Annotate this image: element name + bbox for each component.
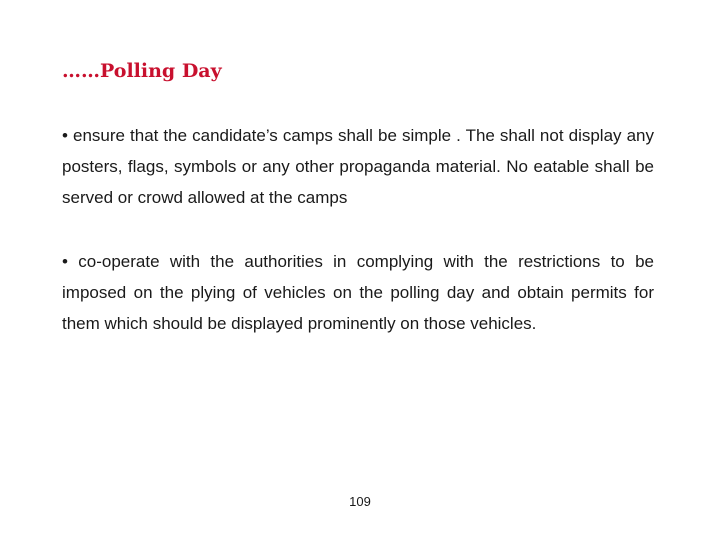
bullet-paragraph-vehicles: • co-operate with the authorities in complying with the restrictions to be imposed on the plying of vehicles on the polling day and obtain permits for them which should be displayed prominently on those vehicles. (62, 252, 654, 333)
page-number: 109 (349, 494, 371, 509)
slide-title: ……Polling Day (62, 60, 222, 82)
bullet-paragraph-camps: • ensure that the candidate’s camps shall be simple . The shall not display any posters, flags, symbols or any other propaganda material. No eatable shall be served or crowd allowed at the camps (62, 126, 654, 207)
